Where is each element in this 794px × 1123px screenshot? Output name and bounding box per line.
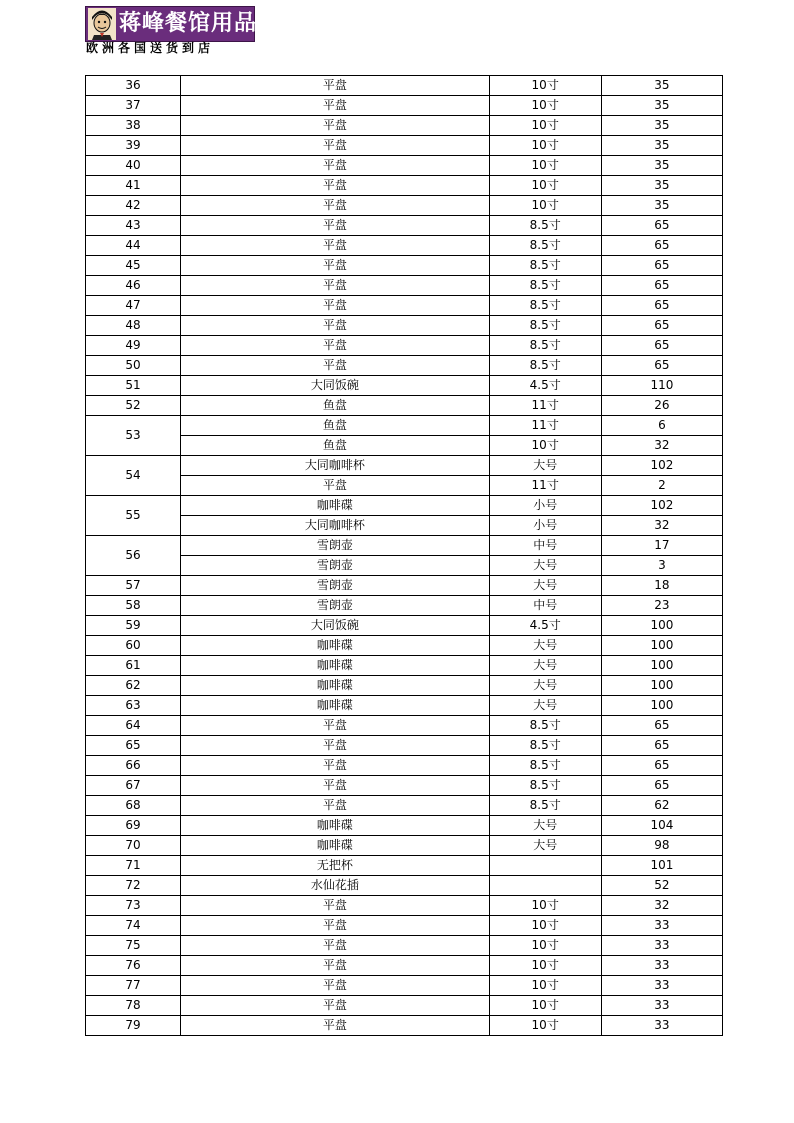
table-row [86, 936, 723, 956]
cell-size: 8.5寸 [489, 776, 601, 796]
cell-quantity: 100 [601, 676, 722, 696]
cell-number: 51 [86, 376, 181, 396]
cell-quantity: 32 [601, 896, 722, 916]
cell-quantity: 65 [601, 256, 722, 276]
cell-size: 8.5寸 [489, 356, 601, 376]
cell-item-name: 雪朗壶 [181, 556, 489, 576]
cell-item-name: 平盘 [181, 176, 489, 196]
table-row [86, 316, 723, 336]
cell-number: 38 [86, 116, 181, 136]
cell-number: 61 [86, 656, 181, 676]
cell-size: 8.5寸 [489, 716, 601, 736]
cell-quantity: 65 [601, 716, 722, 736]
cell-number: 57 [86, 576, 181, 596]
table-row [86, 956, 723, 976]
table-row [86, 156, 723, 176]
cell-item-name: 平盘 [181, 916, 489, 936]
table-row [86, 176, 723, 196]
cell-quantity: 65 [601, 356, 722, 376]
table-row [86, 76, 723, 96]
store-logo [85, 6, 258, 56]
cell-item-name: 平盘 [181, 776, 489, 796]
cell-size: 4.5寸 [489, 616, 601, 636]
cell-size: 大号 [489, 696, 601, 716]
cell-quantity: 100 [601, 616, 722, 636]
table-row [86, 196, 723, 216]
cell-number: 79 [86, 1016, 181, 1036]
cell-quantity: 6 [601, 416, 722, 436]
table-row [86, 356, 723, 376]
cell-item-name: 平盘 [181, 976, 489, 996]
cell-quantity: 65 [601, 316, 722, 336]
table-row [86, 976, 723, 996]
cell-number: 52 [86, 396, 181, 416]
table-row [86, 556, 723, 576]
cell-item-name: 平盘 [181, 116, 489, 136]
cell-item-name: 雪朗壶 [181, 576, 489, 596]
table-row [86, 136, 723, 156]
cell-number: 39 [86, 136, 181, 156]
table-row [86, 436, 723, 456]
cell-size: 10寸 [489, 916, 601, 936]
cell-item-name: 平盘 [181, 476, 489, 496]
cell-item-name: 咖啡碟 [181, 696, 489, 716]
cell-quantity: 2 [601, 476, 722, 496]
cell-size: 大号 [489, 656, 601, 676]
table-row [86, 716, 723, 736]
cell-number: 63 [86, 696, 181, 716]
cell-quantity: 33 [601, 1016, 722, 1036]
cell-number: 76 [86, 956, 181, 976]
cell-size: 10寸 [489, 76, 601, 96]
table-row [86, 896, 723, 916]
cell-size: 10寸 [489, 196, 601, 216]
table-row [86, 396, 723, 416]
cell-size: 大号 [489, 456, 601, 476]
cell-number: 56 [86, 536, 181, 576]
table-row [86, 836, 723, 856]
cell-quantity: 33 [601, 976, 722, 996]
cell-number: 78 [86, 996, 181, 1016]
table-row [86, 1016, 723, 1036]
cell-item-name: 雪朗壶 [181, 536, 489, 556]
table-row [86, 96, 723, 116]
cell-number: 58 [86, 596, 181, 616]
cell-item-name: 咖啡碟 [181, 496, 489, 516]
cell-number: 42 [86, 196, 181, 216]
table-row [86, 456, 723, 476]
cell-size: 8.5寸 [489, 736, 601, 756]
cell-item-name: 平盘 [181, 336, 489, 356]
cell-number: 77 [86, 976, 181, 996]
logo-title: 蒋峰餐馆用品 [119, 11, 258, 36]
cell-item-name: 鱼盘 [181, 436, 489, 456]
cell-item-name: 平盘 [181, 996, 489, 1016]
cell-quantity: 35 [601, 76, 722, 96]
logo-banner [85, 6, 258, 42]
table-row [86, 536, 723, 556]
cell-item-name: 鱼盘 [181, 416, 489, 436]
table-row [86, 776, 723, 796]
cell-number: 45 [86, 256, 181, 276]
cell-size: 中号 [489, 596, 601, 616]
cell-quantity: 52 [601, 876, 722, 896]
cell-number: 70 [86, 836, 181, 856]
cell-number: 49 [86, 336, 181, 356]
cell-quantity: 33 [601, 956, 722, 976]
inventory-table [85, 75, 723, 1036]
cell-size: 11寸 [489, 396, 601, 416]
cell-item-name: 咖啡碟 [181, 836, 489, 856]
cell-number: 43 [86, 216, 181, 236]
cell-item-name: 水仙花插 [181, 876, 489, 896]
cell-item-name: 平盘 [181, 356, 489, 376]
cell-item-name: 咖啡碟 [181, 816, 489, 836]
cell-number: 72 [86, 876, 181, 896]
table-row [86, 756, 723, 776]
table-row [86, 476, 723, 496]
cell-size: 小号 [489, 516, 601, 536]
cell-size: 大号 [489, 676, 601, 696]
cell-size: 大号 [489, 576, 601, 596]
table-row [86, 696, 723, 716]
cell-size: 4.5寸 [489, 376, 601, 396]
cell-size: 大号 [489, 816, 601, 836]
cell-size: 10寸 [489, 96, 601, 116]
table-row [86, 496, 723, 516]
chef-avatar-icon [88, 8, 116, 40]
cell-item-name: 咖啡碟 [181, 676, 489, 696]
table-row [86, 636, 723, 656]
cell-quantity: 100 [601, 696, 722, 716]
cell-size: 大号 [489, 636, 601, 656]
cell-size: 10寸 [489, 136, 601, 156]
table-row [86, 856, 723, 876]
cell-quantity: 110 [601, 376, 722, 396]
cell-quantity: 33 [601, 936, 722, 956]
cell-size: 大号 [489, 836, 601, 856]
cell-item-name: 平盘 [181, 156, 489, 176]
cell-size: 10寸 [489, 116, 601, 136]
table-row [86, 616, 723, 636]
cell-size: 中号 [489, 536, 601, 556]
cell-quantity: 17 [601, 536, 722, 556]
cell-number: 64 [86, 716, 181, 736]
cell-quantity: 23 [601, 596, 722, 616]
table-row [86, 236, 723, 256]
cell-number: 69 [86, 816, 181, 836]
cell-number: 54 [86, 456, 181, 496]
cell-quantity: 100 [601, 656, 722, 676]
cell-item-name: 平盘 [181, 216, 489, 236]
cell-quantity: 65 [601, 776, 722, 796]
cell-quantity: 3 [601, 556, 722, 576]
cell-size: 8.5寸 [489, 756, 601, 776]
cell-quantity: 65 [601, 336, 722, 356]
cell-number: 66 [86, 756, 181, 776]
cell-item-name: 大同饭碗 [181, 616, 489, 636]
cell-quantity: 65 [601, 756, 722, 776]
cell-number: 41 [86, 176, 181, 196]
cell-item-name: 平盘 [181, 76, 489, 96]
cell-quantity: 104 [601, 816, 722, 836]
table-row [86, 416, 723, 436]
cell-quantity: 35 [601, 176, 722, 196]
table-row [86, 596, 723, 616]
cell-item-name: 平盘 [181, 716, 489, 736]
cell-number: 74 [86, 916, 181, 936]
cell-quantity: 62 [601, 796, 722, 816]
table-row [86, 816, 723, 836]
cell-number: 59 [86, 616, 181, 636]
cell-item-name: 平盘 [181, 196, 489, 216]
cell-quantity: 65 [601, 216, 722, 236]
cell-quantity: 102 [601, 456, 722, 476]
cell-size: 8.5寸 [489, 316, 601, 336]
cell-item-name: 平盘 [181, 796, 489, 816]
cell-size: 10寸 [489, 976, 601, 996]
cell-item-name: 平盘 [181, 956, 489, 976]
cell-item-name: 平盘 [181, 756, 489, 776]
inventory-table-body [86, 76, 723, 1036]
cell-number: 37 [86, 96, 181, 116]
table-row [86, 116, 723, 136]
cell-number: 67 [86, 776, 181, 796]
cell-size: 10寸 [489, 956, 601, 976]
table-row [86, 576, 723, 596]
cell-size: 8.5寸 [489, 236, 601, 256]
cell-size: 10寸 [489, 176, 601, 196]
table-row [86, 996, 723, 1016]
cell-item-name: 平盘 [181, 296, 489, 316]
table-row [86, 216, 723, 236]
cell-quantity: 35 [601, 96, 722, 116]
cell-quantity: 32 [601, 436, 722, 456]
table-row [86, 276, 723, 296]
cell-size: 8.5寸 [489, 336, 601, 356]
cell-size: 10寸 [489, 436, 601, 456]
cell-number: 53 [86, 416, 181, 456]
cell-quantity: 33 [601, 916, 722, 936]
cell-item-name: 平盘 [181, 316, 489, 336]
cell-size: 8.5寸 [489, 256, 601, 276]
cell-quantity: 65 [601, 296, 722, 316]
cell-item-name: 大同饭碗 [181, 376, 489, 396]
cell-size: 8.5寸 [489, 216, 601, 236]
cell-number: 50 [86, 356, 181, 376]
cell-item-name: 大同咖啡杯 [181, 456, 489, 476]
cell-size: 8.5寸 [489, 796, 601, 816]
cell-item-name: 无把杯 [181, 856, 489, 876]
cell-size: 10寸 [489, 156, 601, 176]
cell-number: 71 [86, 856, 181, 876]
cell-quantity: 100 [601, 636, 722, 656]
cell-quantity: 26 [601, 396, 722, 416]
cell-size [489, 856, 601, 876]
cell-number: 68 [86, 796, 181, 816]
cell-item-name: 平盘 [181, 936, 489, 956]
table-row [86, 916, 723, 936]
cell-number: 55 [86, 496, 181, 536]
cell-size: 大号 [489, 556, 601, 576]
cell-number: 44 [86, 236, 181, 256]
cell-item-name: 咖啡碟 [181, 656, 489, 676]
cell-item-name: 平盘 [181, 896, 489, 916]
cell-item-name: 雪朗壶 [181, 596, 489, 616]
cell-size: 10寸 [489, 936, 601, 956]
cell-number: 46 [86, 276, 181, 296]
cell-quantity: 65 [601, 736, 722, 756]
table-row [86, 736, 723, 756]
cell-size: 10寸 [489, 1016, 601, 1036]
cell-item-name: 大同咖啡杯 [181, 516, 489, 536]
cell-size: 10寸 [489, 996, 601, 1016]
cell-size: 11寸 [489, 416, 601, 436]
cell-quantity: 98 [601, 836, 722, 856]
table-row [86, 516, 723, 536]
cell-size: 8.5寸 [489, 276, 601, 296]
table-row [86, 296, 723, 316]
cell-number: 65 [86, 736, 181, 756]
cell-number: 75 [86, 936, 181, 956]
cell-number: 47 [86, 296, 181, 316]
cell-size: 11寸 [489, 476, 601, 496]
cell-quantity: 65 [601, 276, 722, 296]
cell-size: 10寸 [489, 896, 601, 916]
table-row [86, 796, 723, 816]
cell-number: 40 [86, 156, 181, 176]
table-row [86, 256, 723, 276]
cell-quantity: 102 [601, 496, 722, 516]
cell-item-name: 咖啡碟 [181, 636, 489, 656]
cell-size: 小号 [489, 496, 601, 516]
cell-number: 60 [86, 636, 181, 656]
cell-number: 48 [86, 316, 181, 336]
cell-item-name: 平盘 [181, 1016, 489, 1036]
cell-quantity: 35 [601, 196, 722, 216]
cell-item-name: 平盘 [181, 136, 489, 156]
cell-quantity: 101 [601, 856, 722, 876]
cell-quantity: 35 [601, 156, 722, 176]
cell-quantity: 33 [601, 996, 722, 1016]
cell-quantity: 32 [601, 516, 722, 536]
cell-number: 36 [86, 76, 181, 96]
cell-item-name: 平盘 [181, 276, 489, 296]
table-row [86, 876, 723, 896]
table-row [86, 656, 723, 676]
cell-size: 8.5寸 [489, 296, 601, 316]
cell-quantity: 35 [601, 136, 722, 156]
cell-number: 62 [86, 676, 181, 696]
table-row [86, 376, 723, 396]
cell-quantity: 65 [601, 236, 722, 256]
table-row [86, 676, 723, 696]
logo-subtitle: 欧洲各国送货到店 [86, 41, 215, 55]
cell-quantity: 35 [601, 116, 722, 136]
cell-item-name: 平盘 [181, 256, 489, 276]
cell-item-name: 平盘 [181, 236, 489, 256]
cell-item-name: 平盘 [181, 96, 489, 116]
cell-number: 73 [86, 896, 181, 916]
cell-item-name: 平盘 [181, 736, 489, 756]
cell-quantity: 18 [601, 576, 722, 596]
cell-size [489, 876, 601, 896]
cell-item-name: 鱼盘 [181, 396, 489, 416]
table-row [86, 336, 723, 356]
